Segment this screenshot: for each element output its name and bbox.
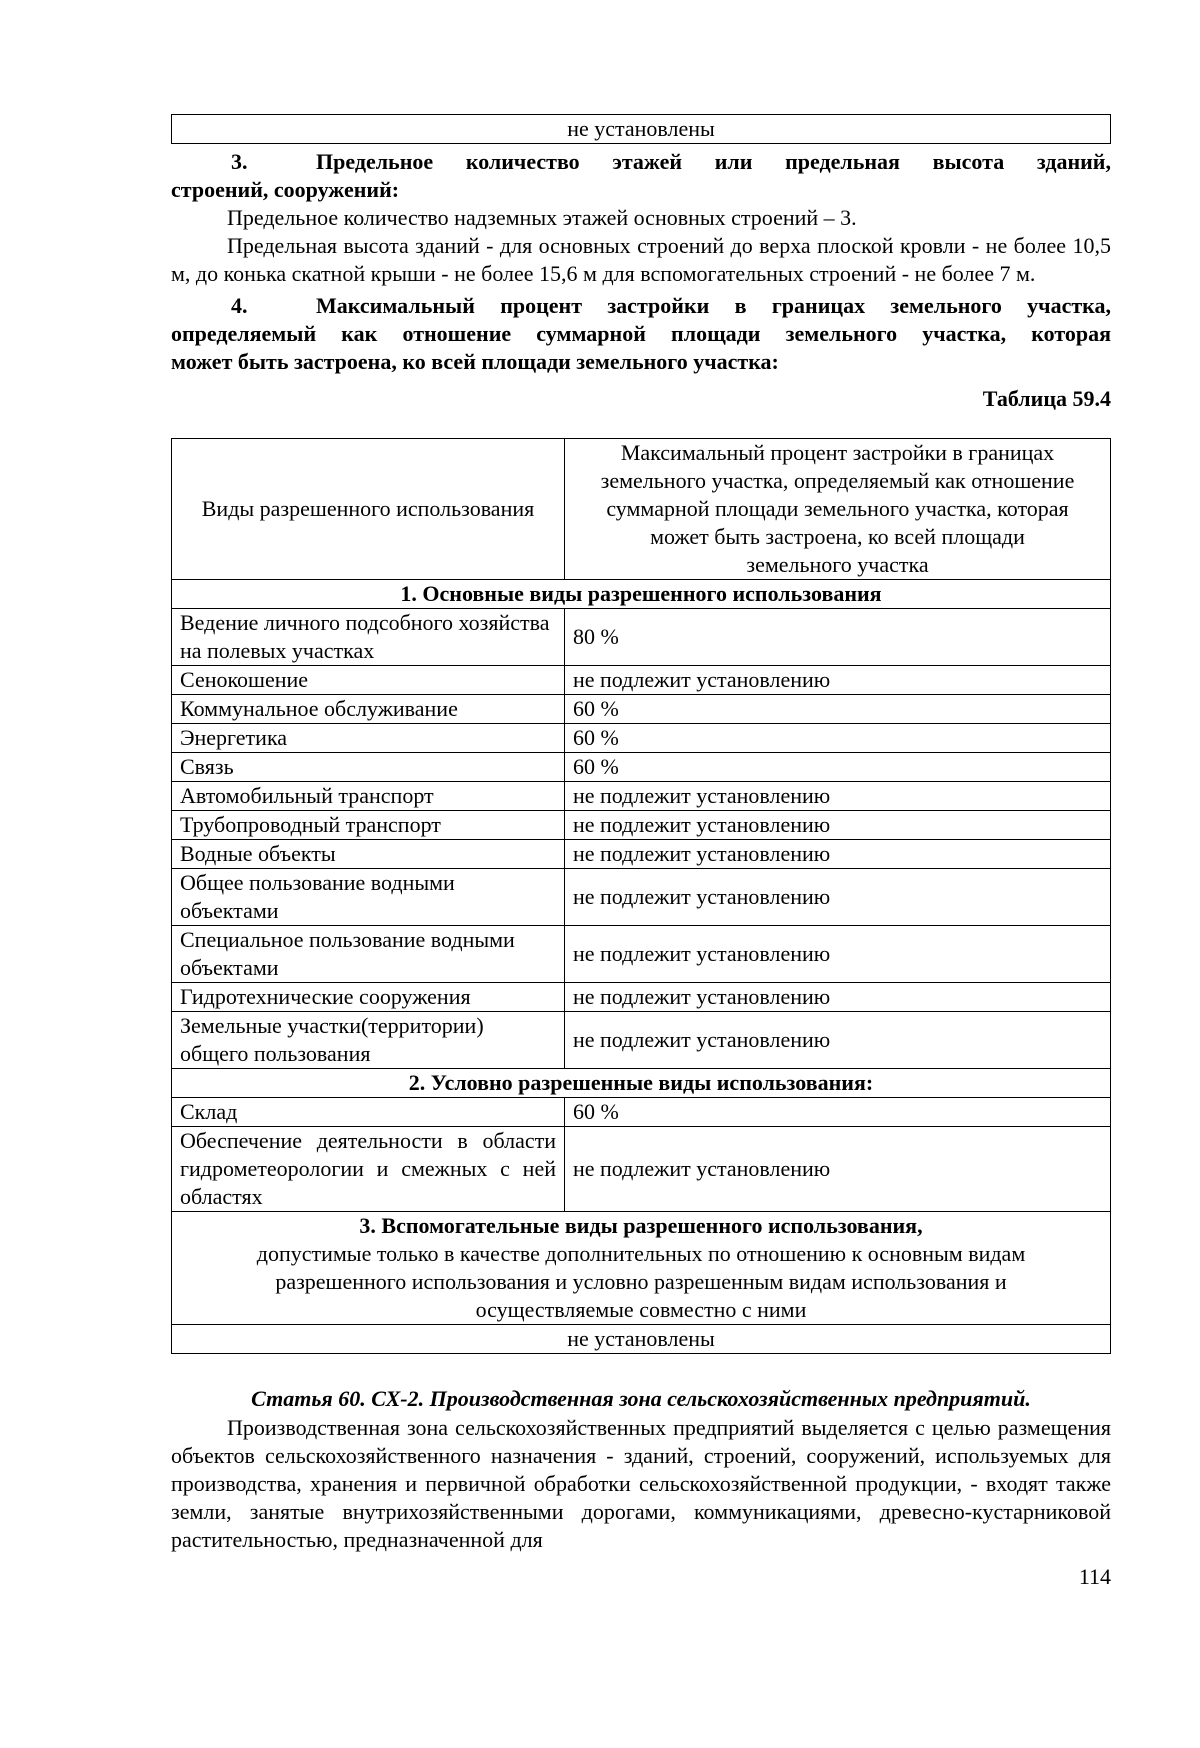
use-name: Связь: [172, 753, 565, 782]
section-4-title-line2: определяемый как отношение суммарной площади земельного участка, которая: [171, 321, 1111, 346]
use-name: Земельные участки(территории) общего пользования: [172, 1012, 565, 1069]
group-3-subtitle-line: разрешенного использования и условно разрешенным видам использования и: [275, 1269, 1007, 1294]
table-row: [172, 869, 1111, 926]
page-number: 114: [1078, 1564, 1111, 1589]
section-4-title-line1: Максимальный процент застройки в границах земельного участка,: [316, 293, 1111, 318]
group-3-title-row: [172, 1212, 1111, 1325]
header-right-line: земельного участка: [746, 552, 929, 577]
header-right-line: Максимальный процент застройки в границах: [620, 440, 1055, 465]
use-name: Коммунальное обслуживание: [172, 695, 565, 724]
use-name: Трубопроводный транспорт: [172, 811, 565, 840]
group-3-subtitle-line: осуществляемые совместно с ними: [475, 1297, 807, 1322]
use-value: не подлежит установлению: [565, 1127, 1111, 1212]
use-name: Ведение личного подсобного хозяйства на полевых участках: [172, 609, 565, 666]
use-value: 60 %: [565, 1098, 1111, 1127]
use-value: не подлежит установлению: [565, 811, 1111, 840]
document-page: [171, 114, 1111, 1592]
table-row: [172, 753, 1111, 782]
use-value: 60 %: [565, 695, 1111, 724]
group-1-title: 1. Основные виды разрешенного использования: [172, 580, 1111, 609]
group-3-title: 3. Вспомогательные виды разрешенного использования,: [359, 1213, 923, 1238]
table-row: [172, 695, 1111, 724]
table-header-row: [172, 439, 1111, 580]
use-value: 80 %: [565, 609, 1111, 666]
use-name: Специальное пользование водными объектами: [172, 926, 565, 983]
group-3-value: не установлены: [172, 1325, 1111, 1354]
use-name: Обеспечение деятельности в области гидрометеорологии и смежных с ней областях: [172, 1127, 565, 1212]
use-value: не подлежит установлению: [565, 926, 1111, 983]
use-value: 60 %: [565, 753, 1111, 782]
table-row: [172, 1098, 1111, 1127]
use-name: Склад: [172, 1098, 565, 1127]
table-row: [172, 840, 1111, 869]
use-value: не подлежит установлению: [565, 840, 1111, 869]
use-value: не подлежит установлению: [565, 983, 1111, 1012]
group-2-title-row: [172, 1069, 1111, 1098]
use-name: Гидротехнические сооружения: [172, 983, 565, 1012]
use-value: не подлежит установлению: [565, 666, 1111, 695]
section-4-heading: [171, 292, 1111, 320]
header-right-line: может быть застроена, ко всей площади: [650, 524, 1025, 549]
top-table: [171, 114, 1111, 144]
table-row: [172, 1012, 1111, 1069]
group-3-cell: [172, 1212, 1111, 1325]
section-3-number: 3.: [231, 149, 248, 174]
top-table-value: не установлены: [172, 115, 1111, 144]
section-3-title-line2: строений, сооружений:: [171, 177, 400, 202]
use-name: Энергетика: [172, 724, 565, 753]
article-title: Статья 60. СХ-2. Производственная зона сельскохозяйственных предприятий.: [251, 1386, 1031, 1411]
section-3-para1: Предельное количество надземных этажей основных строений – 3.: [227, 205, 857, 230]
use-value: не подлежит установлению: [565, 1012, 1111, 1069]
group-1-title-row: [172, 580, 1111, 609]
header-right: [565, 439, 1111, 580]
section-4-title-line3: может быть застроена, ко всей площади земельного участка:: [171, 349, 779, 374]
group-2-title: 2. Условно разрешенные виды использования:: [172, 1069, 1111, 1098]
use-name: Общее пользование водными объектами: [172, 869, 565, 926]
section-4-number: 4.: [231, 293, 248, 318]
use-value: не подлежит установлению: [565, 869, 1111, 926]
use-value: 60 %: [565, 724, 1111, 753]
article-text: Производственная зона сельскохозяйственных предприятий выделяется с целью размещения объектов сельскохозяйственного назначения - зданий, строений, сооружений, используемых для производства, хранения и первичной обработки сельскохозяйственной продукции, - входят также земли, занятые внутрихозяйственными дорогами, коммуникациями, древесно-кустарниковой растительностью, предназначенной для: [171, 1415, 1111, 1552]
section-3-title-line1: Предельное количество этажей или предельная высота зданий,: [316, 149, 1111, 174]
header-right-line: земельного участка, определяемый как отношение: [600, 468, 1075, 493]
use-name: Автомобильный транспорт: [172, 782, 565, 811]
table-row: [172, 609, 1111, 666]
use-name: Сенокошение: [172, 666, 565, 695]
group-3-subtitle-line: допустимые только в качестве дополнительных по отношению к основным видам: [256, 1241, 1026, 1266]
section-3-para2: Предельная высота зданий - для основных строений до верха плоской кровли - не более 10,5 м, до конька скатной крыши - не более 15,6 м для вспомогательных строений - не более 7 м.: [171, 233, 1111, 286]
table-row: [172, 983, 1111, 1012]
header-right-line: суммарной площади земельного участка, которая: [606, 496, 1069, 521]
table-row: [172, 782, 1111, 811]
use-name: Водные объекты: [172, 840, 565, 869]
use-value: не подлежит установлению: [565, 782, 1111, 811]
header-left: Виды разрешенного использования: [172, 439, 565, 580]
table-row: [172, 1127, 1111, 1212]
group-3-value-row: [172, 1325, 1111, 1354]
section-3-heading: [171, 148, 1111, 176]
zoning-table: [171, 438, 1111, 1354]
table-row: [172, 666, 1111, 695]
table-caption: Таблица 59.4: [982, 386, 1111, 411]
table-row: [172, 926, 1111, 983]
table-row: [172, 811, 1111, 840]
table-row: [172, 724, 1111, 753]
